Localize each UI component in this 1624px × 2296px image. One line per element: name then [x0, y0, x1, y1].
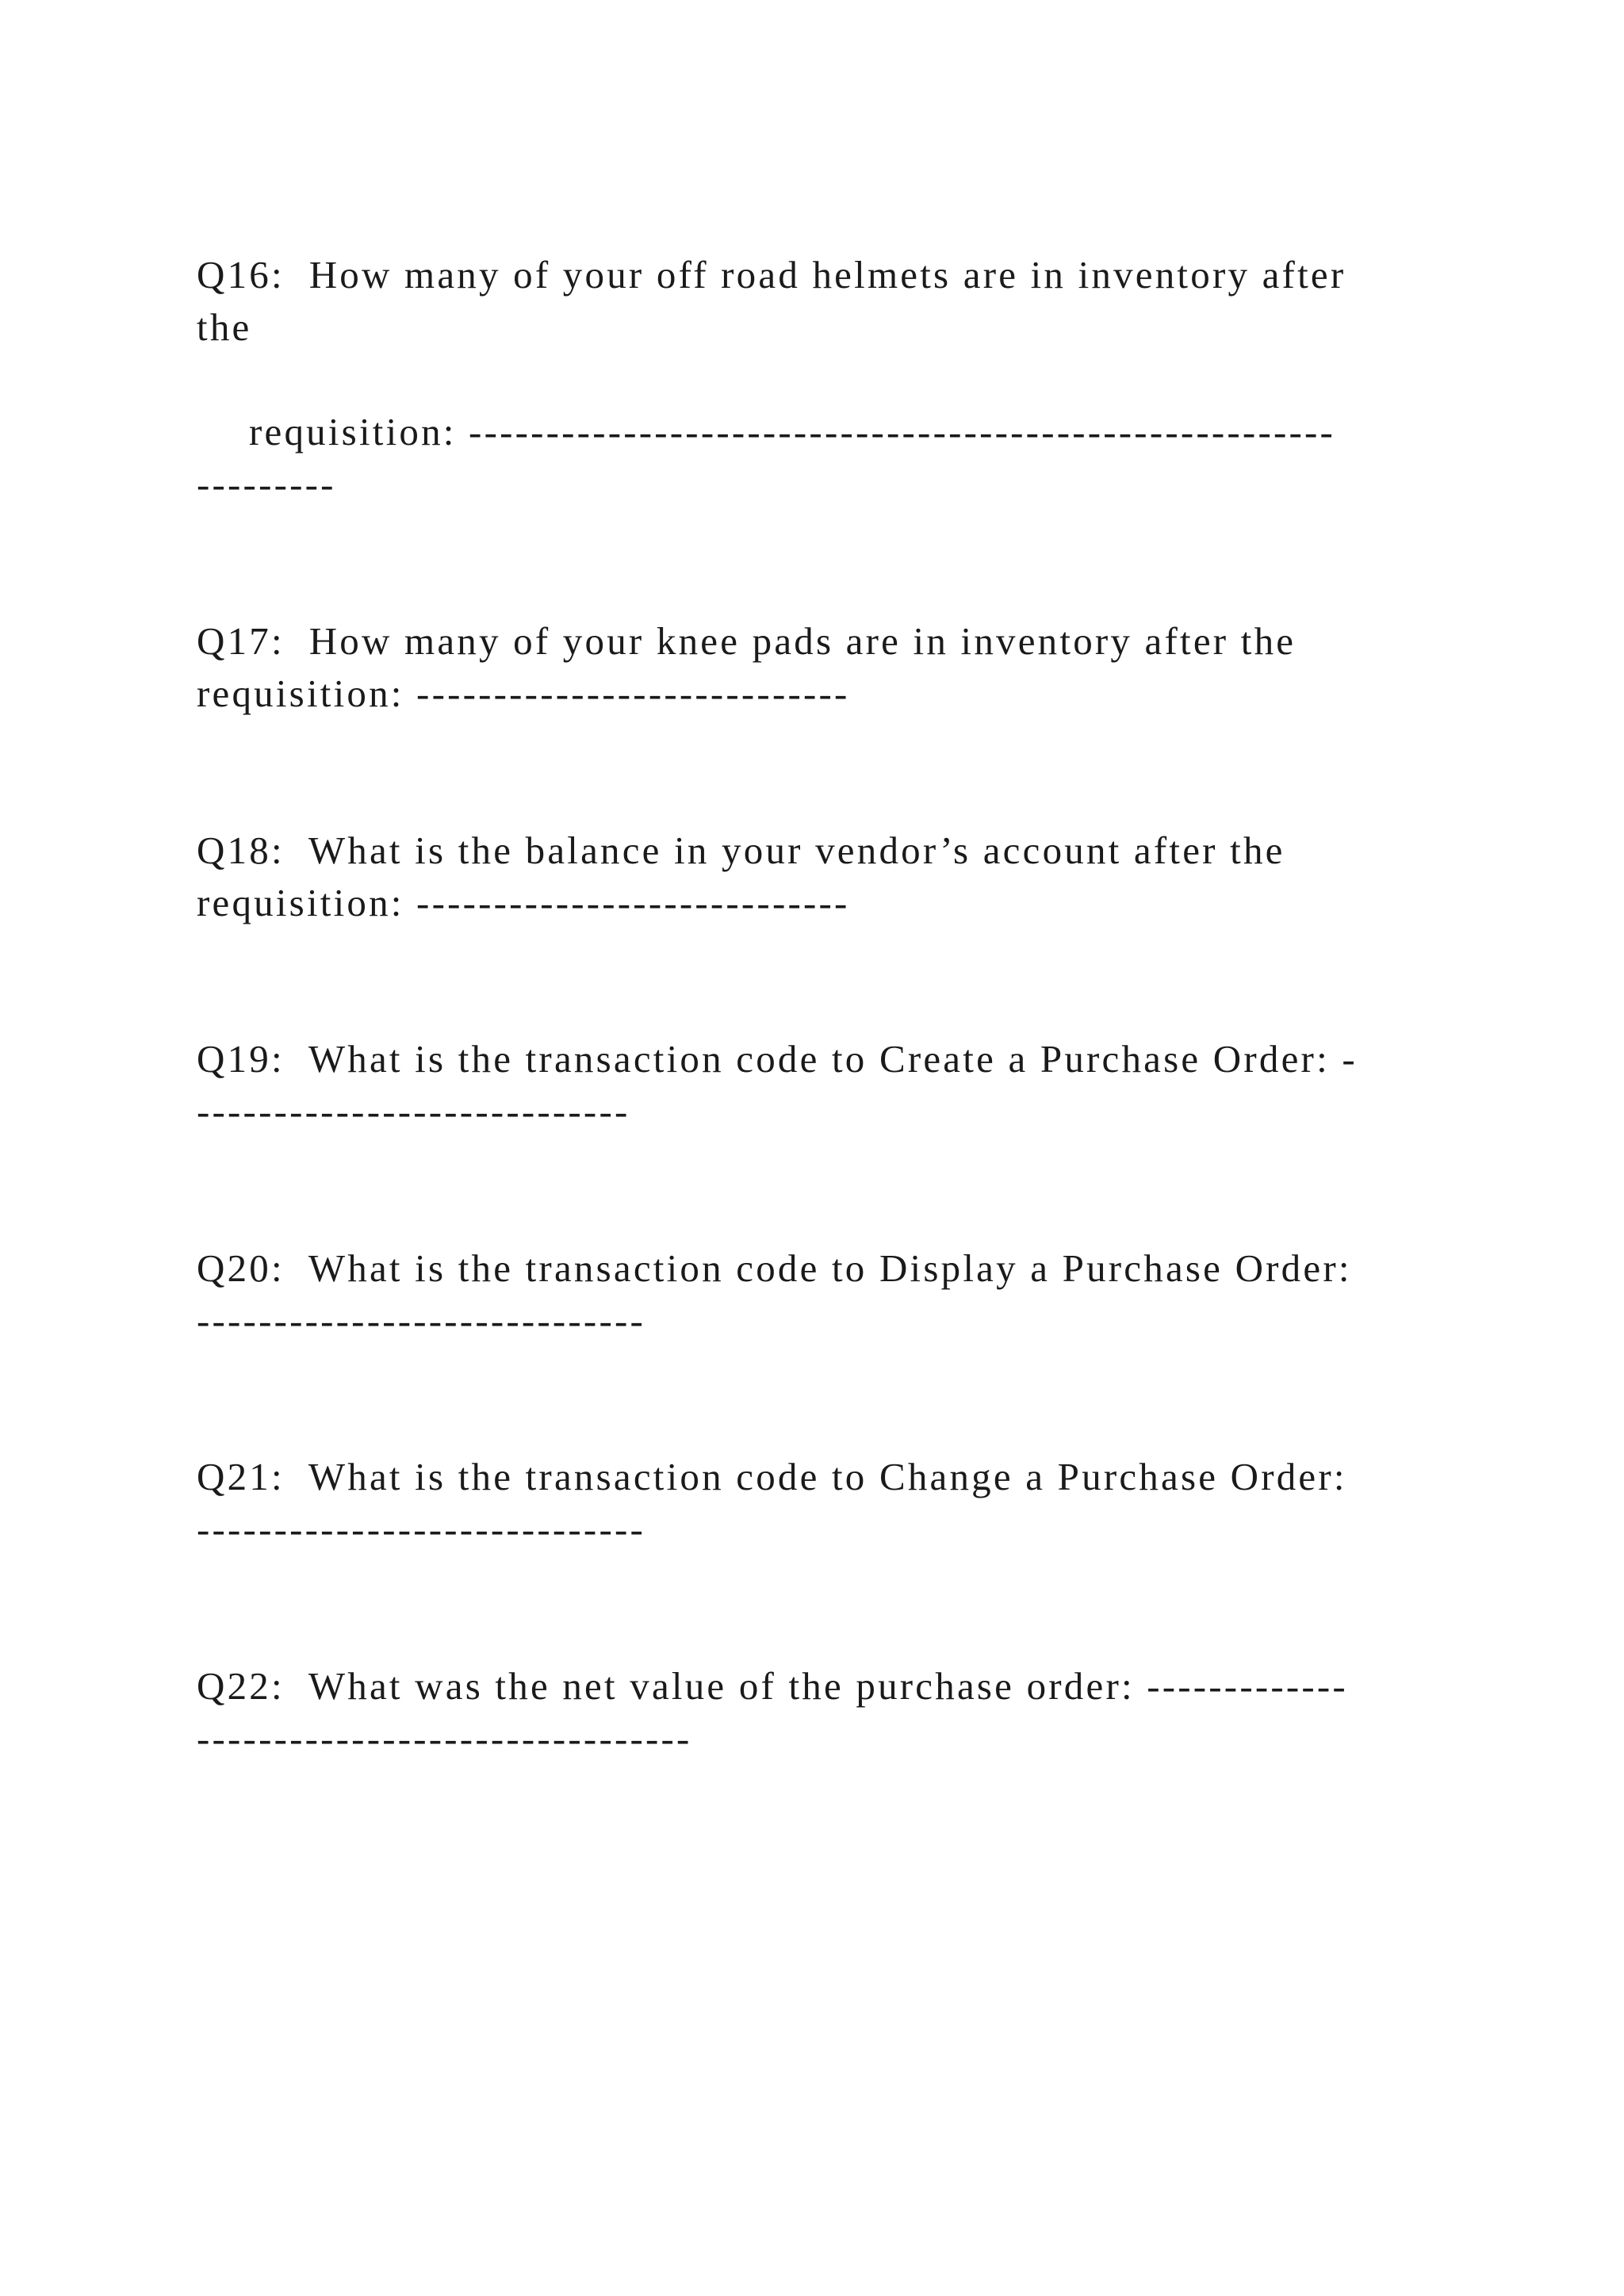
- question-18-line-2: requisition: ----------------------------: [197, 881, 850, 924]
- question-22-line-2: --------------------------------: [197, 1716, 692, 1760]
- question-16-line-4: ---------: [197, 462, 336, 506]
- question-20-line-1: Q20: What is the transaction code to Display a Purchase Order:: [197, 1246, 1352, 1290]
- question-18-line-1: Q18: What is the balance in your vendor’s account after the: [197, 828, 1285, 872]
- question-20-line-2: -----------------------------: [197, 1299, 646, 1342]
- question-22-line-1: Q22: What was the net value of the purchase order: -------------: [197, 1664, 1348, 1708]
- question-19-line-1: Q19: What is the transaction code to Create a Purchase Order: -: [197, 1037, 1358, 1081]
- question-16-line-2: the: [197, 305, 252, 349]
- question-17-line-2: requisition: ----------------------------: [197, 672, 850, 715]
- question-21-line-2: -----------------------------: [197, 1507, 646, 1551]
- question-16-line-1: Q16: How many of your off road helmets are in inventory after: [197, 253, 1346, 297]
- question-16-line-3: requisition: --------------------------------------------------------: [249, 410, 1336, 453]
- question-21-line-1: Q21: What is the transaction code to Change a Purchase Order:: [197, 1455, 1347, 1498]
- question-17-line-1: Q17: How many of your knee pads are in inventory after the: [197, 619, 1297, 663]
- question-19-line-2: ----------------------------: [197, 1089, 630, 1133]
